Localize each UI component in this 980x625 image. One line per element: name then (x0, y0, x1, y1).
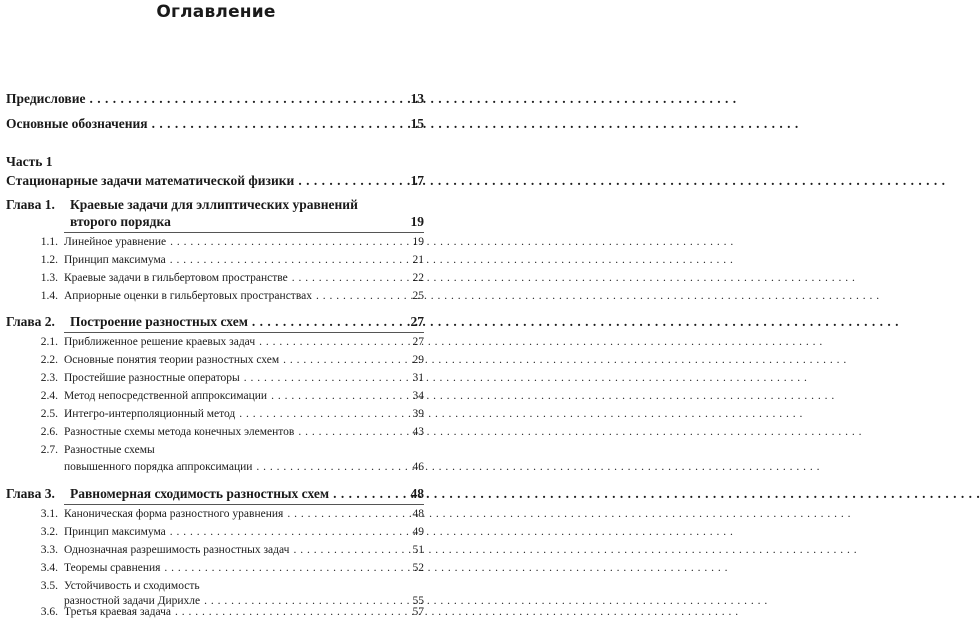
toc-page-number: 15 (410, 116, 424, 131)
dot-leader (244, 372, 409, 384)
toc-page-number: 31 (412, 372, 424, 384)
toc-page-number: 21 (412, 254, 424, 266)
toc-page-number: 17 (410, 173, 424, 188)
section-number: 3.6. (40, 606, 58, 618)
toc-entry-label: Стационарные задачи математической физики (6, 173, 295, 188)
section-number: 2.3. (40, 372, 58, 384)
dot-leader (170, 526, 409, 538)
toc-entry-notation[interactable] (6, 116, 424, 132)
toc-entry-label: Априорные оценки в гильбертовых пространствах (64, 290, 312, 302)
dot-leader (259, 336, 408, 348)
toc-entry-label: Интегро-интерполяционный метод (64, 408, 236, 420)
toc-entry-part-1[interactable] (6, 173, 424, 189)
section-number: 1.2. (40, 254, 58, 266)
section-number: 3.2. (40, 526, 58, 538)
chapter-rule (64, 232, 424, 233)
toc-entry-label: Простейшие разностные операторы (64, 372, 240, 384)
toc-entry-section[interactable] (34, 606, 424, 618)
toc-entry-section[interactable] (34, 336, 424, 348)
toc-page-number: 34 (412, 390, 424, 402)
dot-leader (298, 426, 408, 438)
toc-entry-label: Основные обозначения (6, 116, 148, 131)
toc-entry-chapter-2[interactable] (6, 314, 424, 332)
dot-leader (175, 606, 409, 618)
section-number: 2.4. (40, 390, 58, 402)
toc-entry-section[interactable] (34, 354, 424, 366)
section-number: 2.5. (40, 408, 58, 420)
chapter-rule (64, 504, 424, 505)
toc-entry-chapter-3[interactable] (6, 486, 424, 504)
toc-entry-section[interactable] (34, 426, 424, 438)
toc-entry-label: Однозначная разрешимость разностных задач (64, 544, 290, 556)
dot-leader (333, 486, 406, 502)
toc-entry-section[interactable] (34, 290, 424, 302)
section-number: 1.3. (40, 272, 58, 284)
chapter-head: Глава 3. (6, 486, 55, 501)
dot-leader (316, 290, 409, 302)
dot-leader (170, 254, 409, 266)
toc-page-number: 49 (412, 526, 424, 538)
chapter-title-line: Построение разностных схем (70, 314, 248, 329)
section-number: 3.3. (40, 544, 58, 556)
toc-page-number: 52 (412, 562, 424, 574)
chapter-title-line: второго порядка (70, 214, 171, 229)
toc-page-number: 27 (412, 336, 424, 348)
toc-entry-label: Теоремы сравнения (64, 562, 161, 574)
dot-leader (164, 562, 408, 574)
chapter-title-line: Краевые задачи для эллиптических уравнений (70, 197, 358, 212)
dot-leader (252, 314, 407, 330)
toc-entry-section[interactable] (34, 272, 424, 284)
toc-page-number: 19 (410, 214, 424, 229)
dot-leader (89, 91, 406, 107)
toc-entry-label: Основные понятия теории разностных схем (64, 354, 280, 366)
toc-page-number: 43 (412, 426, 424, 438)
section-number: 2.6. (40, 426, 58, 438)
toc-entry-preface[interactable] (6, 91, 424, 107)
toc-page-number: 29 (412, 354, 424, 366)
dot-leader (239, 408, 408, 420)
section-number: 1.4. (40, 290, 58, 302)
toc-entry-section[interactable] (34, 526, 424, 538)
toc-entry-label: повышенного порядка аппроксимации (64, 461, 253, 473)
toc-entry-label: Каноническая форма разностного уравнения (64, 508, 284, 520)
toc-entry-label: Приближенное решение краевых задач (64, 336, 256, 348)
toc-entry-label: Разностные схемы (64, 444, 155, 456)
chapter-head: Глава 2. (6, 314, 55, 329)
toc-page-number: 46 (412, 461, 424, 473)
dot-leader (170, 236, 408, 248)
toc-page-number: 19 (412, 236, 424, 248)
toc-page-number: 51 (412, 544, 424, 556)
part-number: Часть 1 (6, 154, 53, 169)
dot-leader (293, 544, 408, 556)
chapter-title-line: Равномерная сходимость разностных схем (70, 486, 330, 501)
toc-entry-section[interactable] (34, 508, 424, 520)
toc-entry-section[interactable] (34, 254, 424, 266)
table-of-contents-page (0, 0, 432, 625)
section-number: 1.1. (40, 236, 58, 248)
section-number: 2.2. (40, 354, 58, 366)
dot-leader (287, 508, 408, 520)
section-number: 3.1. (40, 508, 58, 520)
chapter-rule (64, 332, 424, 333)
section-number: 3.4. (40, 562, 58, 574)
dot-leader (292, 272, 409, 284)
toc-page-number: 13 (410, 91, 424, 106)
toc-page-number: 55 (412, 595, 424, 607)
toc-entry-section[interactable] (34, 444, 424, 478)
section-number: 2.1. (40, 336, 58, 348)
chapter-head: Глава 1. (6, 197, 55, 212)
toc-page-number: 25 (412, 290, 424, 302)
dot-leader (256, 461, 408, 473)
toc-entry-section[interactable] (34, 544, 424, 556)
toc-entry-label: Принцип максимума (64, 254, 166, 266)
toc-page-number: 48 (412, 508, 424, 520)
toc-entry-label: Краевые задачи в гильбертовом пространстве (64, 272, 288, 284)
dot-leader (152, 116, 407, 132)
toc-entry-section[interactable] (34, 408, 424, 420)
toc-entry-label: Третья краевая задача (64, 606, 171, 618)
toc-entry-label: Принцип максимума (64, 526, 166, 538)
toc-entry-label: Линейное уравнение (64, 236, 167, 248)
dot-leader (271, 390, 408, 402)
dot-leader (298, 173, 406, 189)
toc-page-number: 57 (412, 606, 424, 618)
dot-leader (283, 354, 408, 366)
toc-entry-section[interactable] (34, 390, 424, 402)
toc-entry-section[interactable] (34, 562, 424, 574)
toc-entry-section[interactable] (34, 372, 424, 384)
toc-entry-label: Предисловие (6, 91, 86, 106)
toc-page-number: 48 (410, 486, 424, 501)
toc-entry-label: разностной задачи Дирихле (64, 595, 201, 607)
toc-entry-chapter-1[interactable] (6, 197, 424, 233)
toc-page-number: 22 (412, 272, 424, 284)
section-number: 3.5. (40, 580, 58, 592)
toc-entry-label: Метод непосредственной аппроксимации (64, 390, 268, 402)
toc-entry-label: Разностные схемы метода конечных элементов (64, 426, 295, 438)
section-number: 2.7. (40, 444, 58, 456)
toc-page-number: 27 (410, 314, 424, 329)
toc-entry-label: Устойчивость и сходимость (64, 580, 200, 592)
toc-page-number: 39 (412, 408, 424, 420)
page-title: Оглавление (156, 2, 276, 22)
toc-entry-section[interactable] (34, 236, 424, 248)
